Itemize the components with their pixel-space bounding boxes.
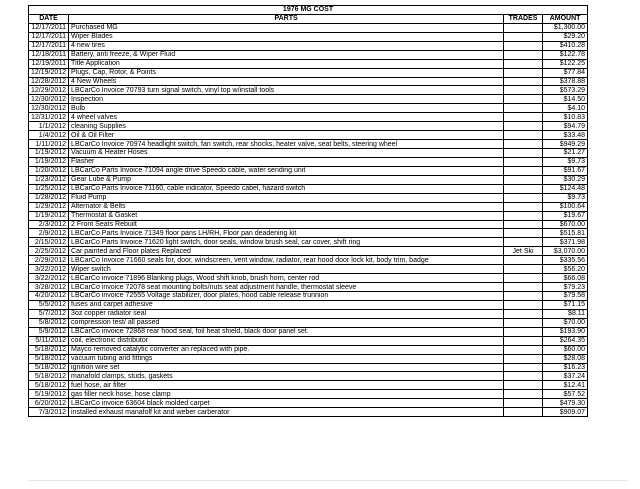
date-cell[interactable]: 5/19/2012 bbox=[29, 390, 69, 399]
trades-cell[interactable] bbox=[504, 211, 543, 220]
trades-cell[interactable] bbox=[504, 104, 543, 113]
parts-cell[interactable]: Gear Lube & Pump bbox=[69, 175, 504, 184]
trades-cell[interactable] bbox=[504, 238, 543, 247]
amount-cell[interactable]: $371.98 bbox=[543, 238, 588, 247]
date-cell[interactable]: 2/29/2012 bbox=[29, 256, 69, 265]
parts-cell[interactable]: Alternator & Belts bbox=[69, 202, 504, 211]
table-row bbox=[29, 184, 588, 193]
cost-spreadsheet bbox=[28, 5, 588, 417]
date-cell[interactable]: 1/1/2012 bbox=[29, 122, 69, 131]
trades-cell[interactable] bbox=[504, 408, 543, 417]
table-row bbox=[29, 32, 588, 41]
sheet-title[interactable]: 1976 MG COST bbox=[29, 6, 588, 15]
table-row bbox=[29, 122, 588, 131]
amount-cell[interactable]: $57.52 bbox=[543, 390, 588, 399]
parts-cell[interactable]: installed exhaust manafolf kit and weber carberator bbox=[69, 408, 504, 417]
trades-cell[interactable] bbox=[504, 131, 543, 140]
trades-cell[interactable] bbox=[504, 175, 543, 184]
amount-cell[interactable]: $100.64 bbox=[543, 202, 588, 211]
amount-cell[interactable]: $122.25 bbox=[543, 59, 588, 68]
table-row bbox=[29, 408, 588, 417]
amount-cell[interactable]: $12.41 bbox=[543, 381, 588, 390]
table-row bbox=[29, 157, 588, 166]
date-cell[interactable]: 5/8/2012 bbox=[29, 318, 69, 327]
amount-cell[interactable]: $21.27 bbox=[543, 149, 588, 158]
table-row bbox=[29, 381, 588, 390]
date-cell[interactable]: 12/18/2011 bbox=[29, 50, 69, 59]
trades-cell[interactable] bbox=[504, 345, 543, 354]
parts-cell[interactable]: 2 Front Seats Rebuilt bbox=[69, 220, 504, 229]
date-cell[interactable]: 1/20/2012 bbox=[29, 166, 69, 175]
parts-cell[interactable]: Flasher bbox=[69, 157, 504, 166]
trades-cell[interactable] bbox=[504, 77, 543, 86]
trades-cell[interactable] bbox=[504, 50, 543, 59]
trades-cell[interactable] bbox=[504, 59, 543, 68]
date-cell[interactable]: 1/25/2012 bbox=[29, 184, 69, 193]
trades-cell[interactable] bbox=[504, 166, 543, 175]
amount-cell[interactable]: $77.84 bbox=[543, 68, 588, 77]
date-cell[interactable]: 1/19/2012 bbox=[29, 211, 69, 220]
date-cell[interactable]: 3/22/2012 bbox=[29, 265, 69, 274]
date-cell[interactable]: 5/18/2012 bbox=[29, 363, 69, 372]
header-trades[interactable]: TRADES bbox=[504, 14, 543, 23]
title-row bbox=[29, 6, 588, 15]
amount-cell[interactable]: $79.23 bbox=[543, 283, 588, 292]
amount-cell[interactable]: $670.00 bbox=[543, 220, 588, 229]
table-row bbox=[29, 390, 588, 399]
table-row bbox=[29, 104, 588, 113]
table-row bbox=[29, 140, 588, 149]
parts-cell[interactable]: Battery, anti freeze, & Wiper Fluid bbox=[69, 50, 504, 59]
trades-cell[interactable] bbox=[504, 354, 543, 363]
table-row bbox=[29, 113, 588, 122]
table-row bbox=[29, 229, 588, 238]
date-cell[interactable]: 12/19/2011 bbox=[29, 59, 69, 68]
parts-cell[interactable]: LBCarCo Invoice 70793 turn signal switch, vinyl top w/install tools bbox=[69, 86, 504, 95]
trades-cell[interactable] bbox=[504, 113, 543, 122]
parts-cell[interactable]: gas filler neck hose, hose clamp bbox=[69, 390, 504, 399]
trades-cell[interactable] bbox=[504, 193, 543, 202]
parts-cell[interactable]: LBCarCo Parts Invoice 71160, cable indicator, Speedo cabel, hazard switch bbox=[69, 184, 504, 193]
amount-cell[interactable]: $94.79 bbox=[543, 122, 588, 131]
date-cell[interactable]: 1/28/2012 bbox=[29, 193, 69, 202]
date-cell[interactable]: 12/17/2011 bbox=[29, 41, 69, 50]
amount-cell[interactable]: $479.30 bbox=[543, 399, 588, 408]
date-cell[interactable]: 12/28/2012 bbox=[29, 77, 69, 86]
header-row bbox=[29, 14, 588, 23]
amount-cell[interactable]: $19.67 bbox=[543, 211, 588, 220]
amount-cell[interactable]: $9.73 bbox=[543, 157, 588, 166]
trades-cell[interactable] bbox=[504, 256, 543, 265]
parts-cell[interactable]: LBCarCo invoice 71896 Blanking plugs, Wood shift knob, brush horn, center rod bbox=[69, 274, 504, 283]
amount-cell[interactable]: $335.56 bbox=[543, 256, 588, 265]
date-cell[interactable]: 2/9/2012 bbox=[29, 229, 69, 238]
trades-cell[interactable] bbox=[504, 399, 543, 408]
table-row bbox=[29, 166, 588, 175]
table-row bbox=[29, 327, 588, 336]
parts-cell[interactable]: 4 New Wheels bbox=[69, 77, 504, 86]
parts-cell[interactable]: Vacuum & Heater Hoses bbox=[69, 149, 504, 158]
parts-cell[interactable]: Bulb bbox=[69, 104, 504, 113]
parts-cell[interactable]: LBCarCo Invoice 70974 headlight switch, fan switch, rear shocks, heater valve, seat belts, steering wheel bbox=[69, 140, 504, 149]
date-cell[interactable]: 7/3/2012 bbox=[29, 408, 69, 417]
parts-cell[interactable]: LBCarCo Invoice 71660 seals for, door, windscreen, vent window, radiator, rear hood door lock kit, body trim, badge bbox=[69, 256, 504, 265]
table-row bbox=[29, 363, 588, 372]
amount-cell[interactable]: $515.81 bbox=[543, 229, 588, 238]
table-row bbox=[29, 354, 588, 363]
parts-cell[interactable]: cleaning Supplies bbox=[69, 122, 504, 131]
parts-cell[interactable]: Inspection bbox=[69, 95, 504, 104]
table-row bbox=[29, 149, 588, 158]
header-parts[interactable]: PARTS bbox=[69, 14, 504, 23]
parts-cell[interactable]: LBCarCo Parts Invoice 71620 light switch, door seals, window brush seal, car cover, shift ring bbox=[69, 238, 504, 247]
trades-cell[interactable] bbox=[504, 372, 543, 381]
date-cell[interactable]: 12/19/2012 bbox=[29, 68, 69, 77]
parts-cell[interactable]: 4 wheel valves bbox=[69, 113, 504, 122]
trades-cell[interactable] bbox=[504, 184, 543, 193]
date-cell[interactable]: 2/25/2012 bbox=[29, 247, 69, 256]
trades-cell[interactable] bbox=[504, 23, 543, 32]
parts-cell[interactable]: Thermostat & Gasket bbox=[69, 211, 504, 220]
table-row bbox=[29, 309, 588, 318]
trades-cell[interactable] bbox=[504, 95, 543, 104]
amount-cell[interactable]: $91.67 bbox=[543, 166, 588, 175]
table-row bbox=[29, 256, 588, 265]
amount-cell[interactable]: $71.15 bbox=[543, 300, 588, 309]
date-cell[interactable]: 5/18/2012 bbox=[29, 354, 69, 363]
parts-cell[interactable]: Car painted and Floor plates Replaced bbox=[69, 247, 504, 256]
trades-cell[interactable] bbox=[504, 309, 543, 318]
trades-cell[interactable] bbox=[504, 363, 543, 372]
parts-cell[interactable]: fuses and carpet adhesive bbox=[69, 300, 504, 309]
parts-cell[interactable]: ignition wire set bbox=[69, 363, 504, 372]
trades-cell[interactable] bbox=[504, 336, 543, 345]
table-row bbox=[29, 23, 588, 32]
date-cell[interactable]: 5/18/2012 bbox=[29, 381, 69, 390]
amount-cell[interactable]: $14.50 bbox=[543, 95, 588, 104]
table-row bbox=[29, 247, 588, 256]
table-row bbox=[29, 95, 588, 104]
date-cell[interactable]: 1/23/2012 bbox=[29, 175, 69, 184]
table-row bbox=[29, 300, 588, 309]
amount-cell[interactable]: $56.20 bbox=[543, 265, 588, 274]
parts-cell[interactable]: coil, electronic distributor bbox=[69, 336, 504, 345]
date-cell[interactable]: 12/30/2012 bbox=[29, 95, 69, 104]
table-body bbox=[29, 23, 588, 416]
parts-cell[interactable]: Wiper switch bbox=[69, 265, 504, 274]
trades-cell[interactable] bbox=[504, 122, 543, 131]
date-cell[interactable]: 5/7/2012 bbox=[29, 309, 69, 318]
date-cell[interactable]: 1/11/2012 bbox=[29, 140, 69, 149]
date-cell[interactable]: 12/31/2012 bbox=[29, 113, 69, 122]
trades-cell[interactable] bbox=[504, 318, 543, 327]
amount-cell[interactable]: $8.11 bbox=[543, 309, 588, 318]
amount-cell[interactable]: $10.83 bbox=[543, 113, 588, 122]
parts-cell[interactable]: Mayco removed catalytic converter an replaced with pipe. bbox=[69, 345, 504, 354]
date-cell[interactable]: 2/3/2012 bbox=[29, 220, 69, 229]
trades-cell[interactable] bbox=[504, 140, 543, 149]
trades-cell[interactable]: Jet Ski bbox=[504, 247, 543, 256]
table-row bbox=[29, 175, 588, 184]
amount-cell[interactable]: $909.07 bbox=[543, 408, 588, 417]
table-row bbox=[29, 59, 588, 68]
parts-cell[interactable]: Plugs, Cap, Rotor, & Points bbox=[69, 68, 504, 77]
table-row bbox=[29, 86, 588, 95]
date-cell[interactable]: 1/4/2012 bbox=[29, 131, 69, 140]
trades-cell[interactable] bbox=[504, 86, 543, 95]
date-cell[interactable]: 12/29/2012 bbox=[29, 86, 69, 95]
parts-cell[interactable]: 3oz copper radiator seal bbox=[69, 309, 504, 318]
table-row bbox=[29, 238, 588, 247]
trades-cell[interactable] bbox=[504, 149, 543, 158]
table-row bbox=[29, 283, 588, 292]
sheet-gridline bbox=[28, 480, 628, 481]
amount-cell[interactable]: $264.35 bbox=[543, 336, 588, 345]
trades-cell[interactable] bbox=[504, 32, 543, 41]
parts-cell[interactable]: 4 new tires bbox=[69, 41, 504, 50]
table-row bbox=[29, 131, 588, 140]
date-cell[interactable]: 5/5/2012 bbox=[29, 300, 69, 309]
trades-cell[interactable] bbox=[504, 68, 543, 77]
parts-cell[interactable]: LBCarCo invoice 72868 rear hood seal, foil heat shield, black door panel set. bbox=[69, 327, 504, 336]
amount-cell[interactable]: $193.90 bbox=[543, 327, 588, 336]
table-row bbox=[29, 50, 588, 59]
amount-cell[interactable]: $29.20 bbox=[543, 32, 588, 41]
parts-cell[interactable]: LBCarCo invoice 72555 Voltage stabilizer, door plates, hood cable release trunnion bbox=[69, 292, 504, 301]
trades-cell[interactable] bbox=[504, 274, 543, 283]
date-cell[interactable]: 5/18/2012 bbox=[29, 345, 69, 354]
table-row bbox=[29, 202, 588, 211]
date-cell[interactable]: 5/18/2012 bbox=[29, 372, 69, 381]
table-row bbox=[29, 265, 588, 274]
parts-cell[interactable]: compression test/ all passed bbox=[69, 318, 504, 327]
trades-cell[interactable] bbox=[504, 220, 543, 229]
amount-cell[interactable]: $79.58 bbox=[543, 292, 588, 301]
parts-cell[interactable]: Oil & Oil Filter bbox=[69, 131, 504, 140]
amount-cell[interactable]: $70.00 bbox=[543, 318, 588, 327]
amount-cell[interactable]: $60.00 bbox=[543, 345, 588, 354]
amount-cell[interactable]: $30.29 bbox=[543, 175, 588, 184]
parts-cell[interactable]: manafold clamps, studs, gaskets bbox=[69, 372, 504, 381]
date-cell[interactable]: 5/9/2012 bbox=[29, 327, 69, 336]
amount-cell[interactable]: $16.23 bbox=[543, 363, 588, 372]
amount-cell[interactable]: $378.88 bbox=[543, 77, 588, 86]
table-row bbox=[29, 292, 588, 301]
table-row bbox=[29, 336, 588, 345]
trades-cell[interactable] bbox=[504, 265, 543, 274]
date-cell[interactable]: 12/17/2011 bbox=[29, 32, 69, 41]
amount-cell[interactable]: $37.24 bbox=[543, 372, 588, 381]
table-row bbox=[29, 77, 588, 86]
parts-cell[interactable]: LBCarCo invoice 63604 black molded carpet bbox=[69, 399, 504, 408]
trades-cell[interactable] bbox=[504, 381, 543, 390]
date-cell[interactable]: 1/19/2012 bbox=[29, 157, 69, 166]
amount-cell[interactable]: $28.08 bbox=[543, 354, 588, 363]
amount-cell[interactable]: $410.28 bbox=[543, 41, 588, 50]
parts-cell[interactable]: LBCarCo Parts Invoice 71094 angle drive Speedo cable, water sending unit bbox=[69, 166, 504, 175]
amount-cell[interactable]: $573.29 bbox=[543, 86, 588, 95]
amount-cell[interactable]: $4.10 bbox=[543, 104, 588, 113]
amount-cell[interactable]: $66.08 bbox=[543, 274, 588, 283]
trades-cell[interactable] bbox=[504, 327, 543, 336]
parts-cell[interactable]: LBCarCo Parts Invoice 71349 floor pans LH/RH, Floor pan deadening kit bbox=[69, 229, 504, 238]
trades-cell[interactable] bbox=[504, 390, 543, 399]
date-cell[interactable]: 12/30/2012 bbox=[29, 104, 69, 113]
header-amount[interactable]: AMOUNT bbox=[543, 14, 588, 23]
date-cell[interactable]: 2/15/2012 bbox=[29, 238, 69, 247]
amount-cell[interactable]: $122.78 bbox=[543, 50, 588, 59]
amount-cell[interactable]: $1,300.00 bbox=[543, 23, 588, 32]
date-cell[interactable]: 3/22/2012 bbox=[29, 274, 69, 283]
date-cell[interactable]: 4/20/2012 bbox=[29, 292, 69, 301]
trades-cell[interactable] bbox=[504, 202, 543, 211]
trades-cell[interactable] bbox=[504, 292, 543, 301]
amount-cell[interactable]: $33.48 bbox=[543, 131, 588, 140]
amount-cell[interactable]: $9.73 bbox=[543, 193, 588, 202]
table-row bbox=[29, 274, 588, 283]
table-row bbox=[29, 211, 588, 220]
table-row bbox=[29, 345, 588, 354]
amount-cell[interactable]: $949.29 bbox=[543, 140, 588, 149]
table-row bbox=[29, 372, 588, 381]
date-cell[interactable]: 1/29/2012 bbox=[29, 202, 69, 211]
table-row bbox=[29, 318, 588, 327]
table-row bbox=[29, 399, 588, 408]
date-cell[interactable]: 5/11/2012 bbox=[29, 336, 69, 345]
table-row bbox=[29, 41, 588, 50]
trades-cell[interactable] bbox=[504, 41, 543, 50]
parts-cell[interactable]: Purchased MG bbox=[69, 23, 504, 32]
parts-cell[interactable]: LBCarCo invoice 72078 seat mounting bolts/nuts seat adjustment handle, thermostat sleeve bbox=[69, 283, 504, 292]
table-row bbox=[29, 193, 588, 202]
header-date[interactable]: DATE bbox=[29, 14, 69, 23]
parts-cell[interactable]: vacuum tubing and fittings bbox=[69, 354, 504, 363]
parts-cell[interactable]: Wiper Blades bbox=[69, 32, 504, 41]
date-cell[interactable]: 12/17/2011 bbox=[29, 23, 69, 32]
parts-cell[interactable]: fuel hose, air filter bbox=[69, 381, 504, 390]
parts-cell[interactable]: Fluid Pump bbox=[69, 193, 504, 202]
date-cell[interactable]: 3/28/2012 bbox=[29, 283, 69, 292]
table-row bbox=[29, 68, 588, 77]
trades-cell[interactable] bbox=[504, 229, 543, 238]
amount-cell[interactable]: $124.48 bbox=[543, 184, 588, 193]
date-cell[interactable]: 1/19/2012 bbox=[29, 149, 69, 158]
trades-cell[interactable] bbox=[504, 283, 543, 292]
parts-cell[interactable]: Title Application bbox=[69, 59, 504, 68]
trades-cell[interactable] bbox=[504, 300, 543, 309]
date-cell[interactable]: 6/20/2012 bbox=[29, 399, 69, 408]
table-row bbox=[29, 220, 588, 229]
trades-cell[interactable] bbox=[504, 157, 543, 166]
amount-cell[interactable]: $3,070.00 bbox=[543, 247, 588, 256]
